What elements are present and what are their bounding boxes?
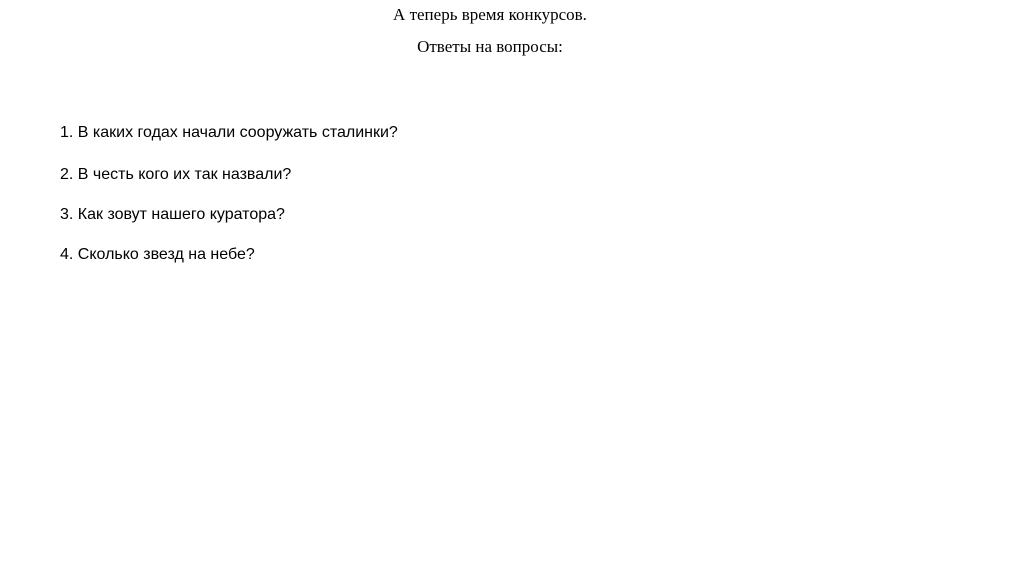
- question-item-2: 2. В честь кого их так назвали?: [60, 166, 292, 183]
- question-item-4: 4. Сколько звезд на небе?: [60, 246, 255, 263]
- question-item-3: 3. Как зовут нашего куратора?: [60, 206, 285, 223]
- slide-title: А теперь время конкурсов.: [393, 5, 587, 24]
- question-item-1: 1. В каких годах начали сооружать сталинки?: [60, 124, 398, 141]
- slide-subtitle: Ответы на вопросы:: [417, 37, 563, 56]
